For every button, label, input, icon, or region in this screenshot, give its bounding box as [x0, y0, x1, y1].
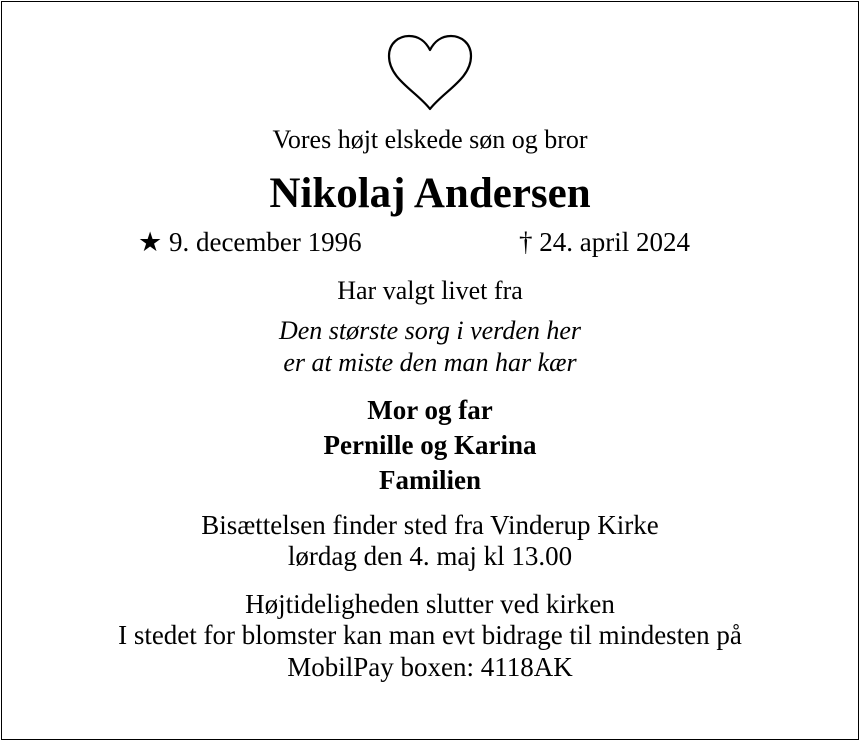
birth-date: ★ 9. december 1996	[138, 227, 362, 257]
family-line: Mor og far	[367, 395, 493, 425]
closing-line: Højtideligheden slutter ved kirken	[245, 589, 615, 619]
death-date: † 24. april 2024	[519, 227, 690, 257]
family-line: Pernille og Karina	[323, 430, 537, 460]
family-line: Familien	[379, 465, 481, 495]
heart-icon	[385, 33, 475, 112]
verse-line: er at miste den man har kær	[283, 348, 577, 377]
intro-text: Vores højt elskede søn og bror	[272, 125, 588, 154]
closing-line: I stedet for blomster kan man evt bidrage til mindesten på	[118, 620, 742, 650]
verse-line: Den største sorg i verden her	[278, 316, 582, 345]
funeral-line: lørdag den 4. maj kl 13.00	[287, 541, 573, 571]
passing-note: Har valgt livet fra	[337, 276, 523, 305]
closing-line: MobilPay boxen: 4118AK	[287, 652, 573, 682]
deceased-name: Nikolaj Andersen	[269, 170, 591, 217]
funeral-line: Bisættelsen finder sted fra Vinderup Kirke	[201, 510, 659, 540]
